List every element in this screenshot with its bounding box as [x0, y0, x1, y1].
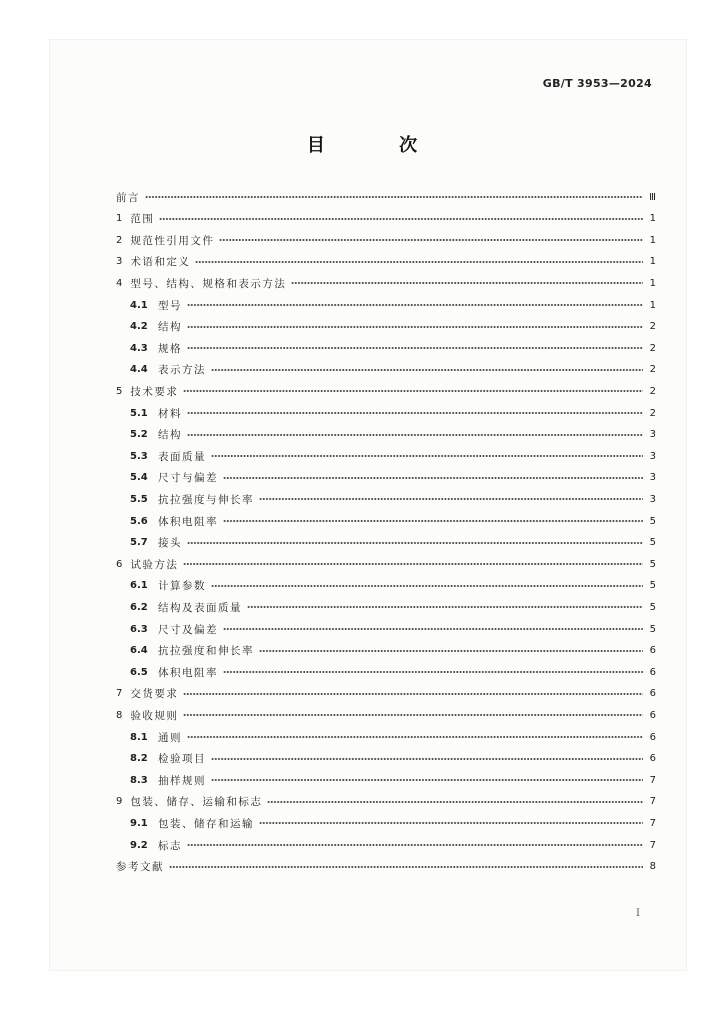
toc-entry-page: 6	[649, 709, 656, 721]
toc-entry-title: 抗拉强度和伸长率	[158, 645, 254, 658]
dot-leader	[223, 668, 643, 676]
toc-entry-title: 体积电阻率	[158, 666, 218, 679]
toc-entry-number: 6.1	[130, 580, 148, 592]
toc-entry-page: 3	[649, 450, 656, 462]
toc-entry-number: 5.4	[130, 472, 148, 484]
toc-entry-page: 6	[649, 731, 656, 743]
toc-entry-page: 3	[649, 493, 656, 505]
toc-entry-number: 6.2	[130, 601, 148, 613]
toc-entry-title: 技术要求	[130, 385, 179, 398]
dot-leader	[259, 495, 643, 503]
toc-entry[interactable]	[116, 188, 656, 206]
toc-entry-page: 2	[649, 364, 656, 376]
toc-entry-number: 3	[116, 256, 123, 268]
dot-leader	[211, 582, 643, 590]
dot-leader	[187, 431, 643, 439]
toc-entry-page: 6	[649, 753, 656, 765]
toc-entry-number: 5	[116, 385, 123, 397]
toc-entry-page: 8	[649, 861, 656, 873]
toc-entry-title: 范围	[130, 213, 155, 226]
toc-entry-page: 6	[649, 645, 656, 657]
dot-leader	[169, 863, 643, 871]
dot-leader	[291, 279, 643, 287]
toc-entry-number: 8.3	[130, 774, 148, 786]
toc-entry[interactable]	[116, 685, 656, 703]
toc-entry-page: 5	[649, 601, 656, 613]
toc-entry[interactable]	[116, 382, 656, 400]
toc-entry[interactable]	[130, 728, 656, 746]
toc-entry-title: 试验方法	[130, 558, 179, 571]
toc-entry[interactable]	[116, 706, 656, 724]
page-number: Ⅰ	[636, 908, 640, 919]
toc-entry[interactable]	[130, 750, 656, 768]
toc-entry[interactable]	[130, 663, 656, 681]
toc-entry-title: 结构及表面质量	[158, 601, 242, 614]
toc-entry-title: 材料	[158, 407, 182, 420]
toc-entry[interactable]	[130, 771, 656, 789]
toc-entry[interactable]	[116, 231, 656, 249]
dot-leader	[159, 215, 643, 223]
toc-entry[interactable]	[130, 296, 656, 314]
toc-entry[interactable]	[130, 642, 656, 660]
dot-leader	[183, 711, 643, 719]
toc-entry-number: 7	[116, 688, 123, 700]
toc-entry-number: 9	[116, 796, 123, 808]
toc-entry-title: 规范性引用文件	[130, 234, 215, 247]
toc-entry-number: 8.1	[130, 731, 148, 743]
toc-entry-page: 1	[649, 234, 656, 246]
toc-entry-page: 7	[649, 817, 656, 829]
toc-entry-page: 1	[649, 299, 656, 311]
toc-entry-title: 结构	[158, 321, 182, 334]
toc-entry[interactable]	[130, 318, 656, 336]
dot-leader	[223, 625, 643, 633]
toc-entry[interactable]	[130, 598, 656, 616]
dot-leader	[267, 798, 643, 806]
toc-entry-number: 5.1	[130, 407, 148, 419]
toc-entry-title: 包装、储存和运输	[158, 817, 254, 830]
toc-entry-page: 2	[649, 407, 656, 419]
toc-entry-page: 3	[649, 429, 656, 441]
toc-entry-page: 1	[649, 213, 656, 225]
dot-leader	[183, 560, 643, 568]
dot-leader	[195, 258, 643, 266]
toc-entry-title: 型号、结构、规格和表示方法	[130, 277, 287, 290]
toc-entry[interactable]	[130, 361, 656, 379]
toc-entry-title: 尺寸及偏差	[158, 623, 218, 636]
toc-entry-page: 3	[649, 472, 656, 484]
toc-entry[interactable]	[116, 858, 656, 876]
dot-leader	[211, 366, 643, 374]
toc-entry[interactable]	[130, 426, 656, 444]
toc-entry-title: 标志	[158, 839, 182, 852]
dot-leader	[187, 409, 643, 417]
dot-leader	[187, 344, 643, 352]
toc-entry[interactable]	[116, 555, 656, 573]
toc-entry-page: 7	[649, 796, 656, 808]
toc-entry-title: 抗拉强度与伸长率	[158, 493, 254, 506]
toc-entry-page: 1	[649, 256, 656, 268]
toc-entry-title: 前言	[116, 191, 140, 204]
standard-code: GB/T 3953—2024	[542, 77, 652, 90]
toc-entry-page: 6	[649, 688, 656, 700]
toc-entry-number: 4.3	[130, 342, 148, 354]
dot-leader	[211, 755, 643, 763]
toc-entry-number: 2	[116, 234, 123, 246]
toc-entry-title: 术语和定义	[130, 256, 191, 269]
toc-entry[interactable]	[130, 512, 656, 530]
toc-entry-title: 验收规则	[130, 709, 179, 722]
toc-entry[interactable]	[116, 210, 656, 228]
toc-entry-page: 5	[649, 623, 656, 635]
toc-entry-number: 8.2	[130, 753, 148, 765]
toc-entry-page: 2	[649, 321, 656, 333]
toc-entry-number: 9.2	[130, 839, 148, 851]
toc-entry-page: Ⅲ	[649, 191, 656, 203]
toc-entry[interactable]	[130, 534, 656, 552]
toc-entry-title: 抽样规则	[158, 774, 206, 787]
toc-entry-number: 8	[116, 709, 123, 721]
toc-entry-number: 1	[116, 213, 123, 225]
toc-entry-title: 尺寸与偏差	[158, 472, 218, 485]
dot-leader	[187, 841, 643, 849]
dot-leader	[187, 301, 643, 309]
dot-leader	[187, 323, 643, 331]
toc-entry[interactable]	[116, 793, 656, 811]
toc-entry[interactable]	[116, 274, 656, 292]
toc-entry-number: 9.1	[130, 817, 148, 829]
dot-leader	[223, 517, 643, 525]
toc-entry-number: 4	[116, 277, 123, 289]
toc-entry-number: 6.3	[130, 623, 148, 635]
toc-entry[interactable]	[130, 404, 656, 422]
toc-entry-title: 接头	[158, 537, 182, 550]
toc-entry[interactable]	[130, 577, 656, 595]
toc-entry-number: 5.7	[130, 537, 148, 549]
dot-leader	[219, 236, 643, 244]
dot-leader	[223, 474, 643, 482]
toc-entry-number: 4.1	[130, 299, 148, 311]
toc-entry-title: 型号	[158, 299, 182, 312]
toc-entry-number: 6.4	[130, 645, 148, 657]
toc-entry-page: 5	[649, 515, 656, 527]
toc-entry-title: 结构	[158, 429, 182, 442]
toc-entry-page: 7	[649, 839, 656, 851]
dot-leader	[247, 603, 643, 611]
toc-entry-number: 6.5	[130, 666, 148, 678]
dot-leader	[183, 690, 643, 698]
toc-entry-title: 表面质量	[158, 450, 206, 463]
toc-entry[interactable]	[130, 620, 656, 638]
toc-entry-number: 6	[116, 558, 123, 570]
toc-entry-number: 5.5	[130, 493, 148, 505]
toc-entry-title: 通则	[158, 731, 182, 744]
dot-leader	[187, 539, 643, 547]
dot-leader	[259, 647, 643, 655]
toc-entry[interactable]	[130, 469, 656, 487]
toc-entry-title: 计算参数	[158, 580, 206, 593]
dot-leader	[259, 819, 643, 827]
dot-leader	[187, 733, 643, 741]
toc-entry-number: 4.2	[130, 321, 148, 333]
toc-entry-title: 规格	[158, 342, 182, 355]
toc-entry[interactable]	[130, 814, 656, 832]
toc-entry[interactable]	[130, 339, 656, 357]
toc-entry-title: 包装、储存、运输和标志	[130, 796, 263, 809]
toc-entry-page: 6	[649, 666, 656, 678]
toc-entry-page: 5	[649, 580, 656, 592]
toc-entry-number: 5.2	[130, 429, 148, 441]
toc-entry-page: 1	[649, 277, 656, 289]
toc-entry-number: 5.6	[130, 515, 148, 527]
toc-entry-page: 5	[649, 537, 656, 549]
toc-entry[interactable]	[130, 447, 656, 465]
toc-entry[interactable]	[130, 490, 656, 508]
toc-entry-title: 体积电阻率	[158, 515, 218, 528]
toc-entry-number: 5.3	[130, 450, 148, 462]
dot-leader	[211, 452, 643, 460]
toc-entry-title: 参考文献	[116, 861, 164, 874]
toc-entry-title: 表示方法	[158, 364, 206, 377]
toc-entry-title: 交货要求	[130, 688, 179, 701]
toc-entry-page: 7	[649, 774, 656, 786]
dot-leader	[211, 776, 643, 784]
toc-entry-number: 4.4	[130, 364, 148, 376]
toc-entry-title: 检验项目	[158, 753, 206, 766]
toc-entry-page: 2	[649, 342, 656, 354]
page-title: 目 次	[306, 135, 452, 156]
dot-leader	[183, 387, 643, 395]
toc-entry[interactable]	[130, 836, 656, 854]
toc-entry-page: 5	[649, 558, 656, 570]
dot-leader	[145, 193, 643, 201]
toc-entry-page: 2	[649, 385, 656, 397]
toc-entry[interactable]	[116, 253, 656, 271]
